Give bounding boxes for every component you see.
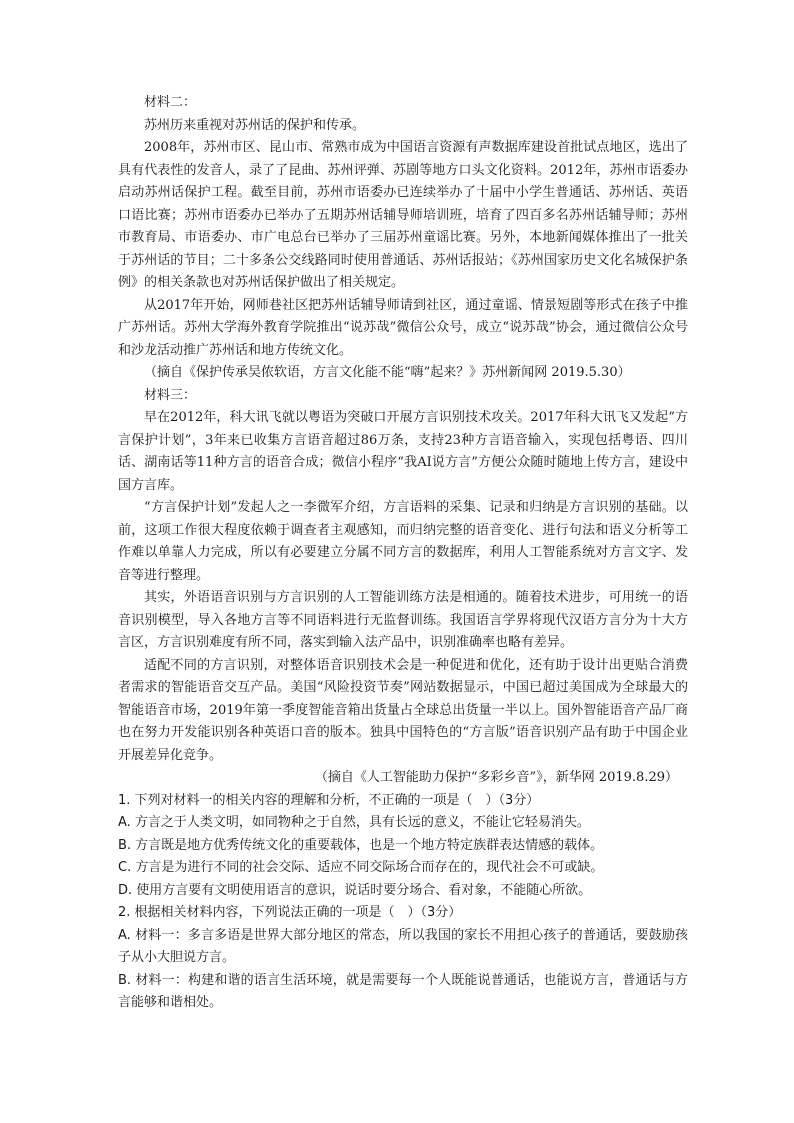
question-1-option-d: D. 使用方言要有文明使用语言的意识，说话时要分场合、看对象，不能随心所欲。 [118,882,592,898]
question-1-option-b: B. 方言既是地方优秀传统文化的重要载体，也是一个地方特定族群表达情感的载体。 [118,837,604,853]
material-two-paragraph-2: 从2017年开始，网师巷社区把苏州话辅导师请到社区，通过童谣、情景短剧等形式在孩子中推广苏州话。苏州大学海外教育学院推出“说苏哉”微信公众号，成立“说苏哉”协会，通过微信公众号和沙龙活动推广苏州话和地方传统文化。 [118,297,688,358]
material-three-source: （摘自《人工智能助力保护“多彩乡音”》，新华网 2019.8.29） [314,770,678,785]
material-two-subtitle: 苏州历来重视对苏州话的保护和传承。 [144,117,366,133]
question-2-option-a: A. 材料一：多言多语是世界大部分地区的常态，所以我国的家长不用担心孩子的普通话，要鼓励孩子从小大胆说方言。 [118,927,688,965]
material-three-section [118,385,688,790]
material-three-paragraph-3: 其实，外语语音识别与方言识别的人工智能训练方法是相通的。随着技术进步，可用统一的语音识别模型，导入各地方言等不同语料进行无监督训练。我国语言学界将现代汉语方言分为十大方言区，方言识别难度有所不同，落实到输入法产品中，识别准确率也略有差异。 [118,590,688,650]
question-1-stem: 1. 下列对材料一的相关内容的理解和分析，不正确的一项是（ ）（3分） [118,792,540,808]
question-1-option-c: C. 方言是为进行不同的社会交际、适应不同交际场合而存在的，现代社会不可或缺。 [118,860,604,875]
question-1-option-a: A. 方言之于人类文明，如同物种之于自然，具有长远的意义，不能让它轻易消失。 [118,815,590,830]
exam-page [118,92,688,1015]
material-two-paragraph-1: 2008年，苏州市区、昆山市、常熟市成为中国语言资源有声数据库建设首批试点地区，选出了具有代表性的发音人，录了了昆曲、苏州评弹、苏剧等地方口头文化资料。2012年，苏州市语委办启动苏州话保护工程。截至目前，苏州市语委办已连续举办了十届中小学生普通话、苏州话、英语口语比赛；苏州市语委办已举办了五期苏州话辅导师培训班，培育了四百多名苏州话辅导师；苏州市教育局、市语委办、市广电总台已举办了三届苏州童谣比赛。另外，本地新闻媒体推出了一批关于苏州话的节目；二十多条公交线路同时使用普通话、苏州话报站；《苏州国家历史文化名城保护条例》的相关条款也对苏州话保护做出了相关规定。 [118,140,688,290]
material-two-source: （摘自《保护传承吴侬软语，方言文化能不能“嗨”起来？》苏州新闻网 2019.5.30） [144,365,631,380]
material-three-paragraph-1: 早在2012年，科大讯飞就以粤语为突破口开展方言识别技术攻关。2017年科大讯飞又发起“方言保护计划”，3年来已收集方言语音超过86万条，支持23种方言语音输入，实现包括粤语、四川话、湖南话等11种方言的语音合成；微信小程序“我AI说方言”方便公众随时随地上传方言，建设中国方言库。 [118,410,688,493]
question-2 [118,902,688,1015]
question-1 [118,790,688,903]
material-three-paragraph-4: 适配不同的方言识别，对整体语音识别技术会是一种促进和优化，还有助于设计出更贴合消费者需求的智能语音交互产品。美国“风险投资节奏”网站数据显示，中国已超过美国成为全球最大的智能语音市场，2019年第一季度智能音箱出货量占全球总出货量一半以上。国外智能语音产品厂商也在努力开发能识别各种英语口音的版本。独具中国特色的“方言版”语音识别产品有助于中国企业开展差异化竞争。 [118,657,688,763]
material-three-paragraph-2: “方言保护计划”发起人之一李微军介绍，方言语料的采集、记录和归纳是方言识别的基础。以前，这项工作很大程度依赖于调查者主观感知，而归纳完整的语音变化、进行句法和语义分析等工作难以单靠人力完成，所以有必要建立分属不同方言的数据库，利用人工智能系统对方言文字、发音等进行整理。 [118,500,688,583]
material-two-section [118,92,688,385]
question-2-option-b: B. 材料一：构建和谐的语言生活环境，就是需要每一个人既能说普通话，也能说方言，普通话与方言能够和谐相处。 [118,972,688,1010]
material-three-label: 材料三： [144,387,197,403]
question-2-stem: 2. 根据相关材料内容，下列说法正确的一项是（ ）（3分） [118,905,462,920]
material-two-label: 材料二： [144,95,197,110]
